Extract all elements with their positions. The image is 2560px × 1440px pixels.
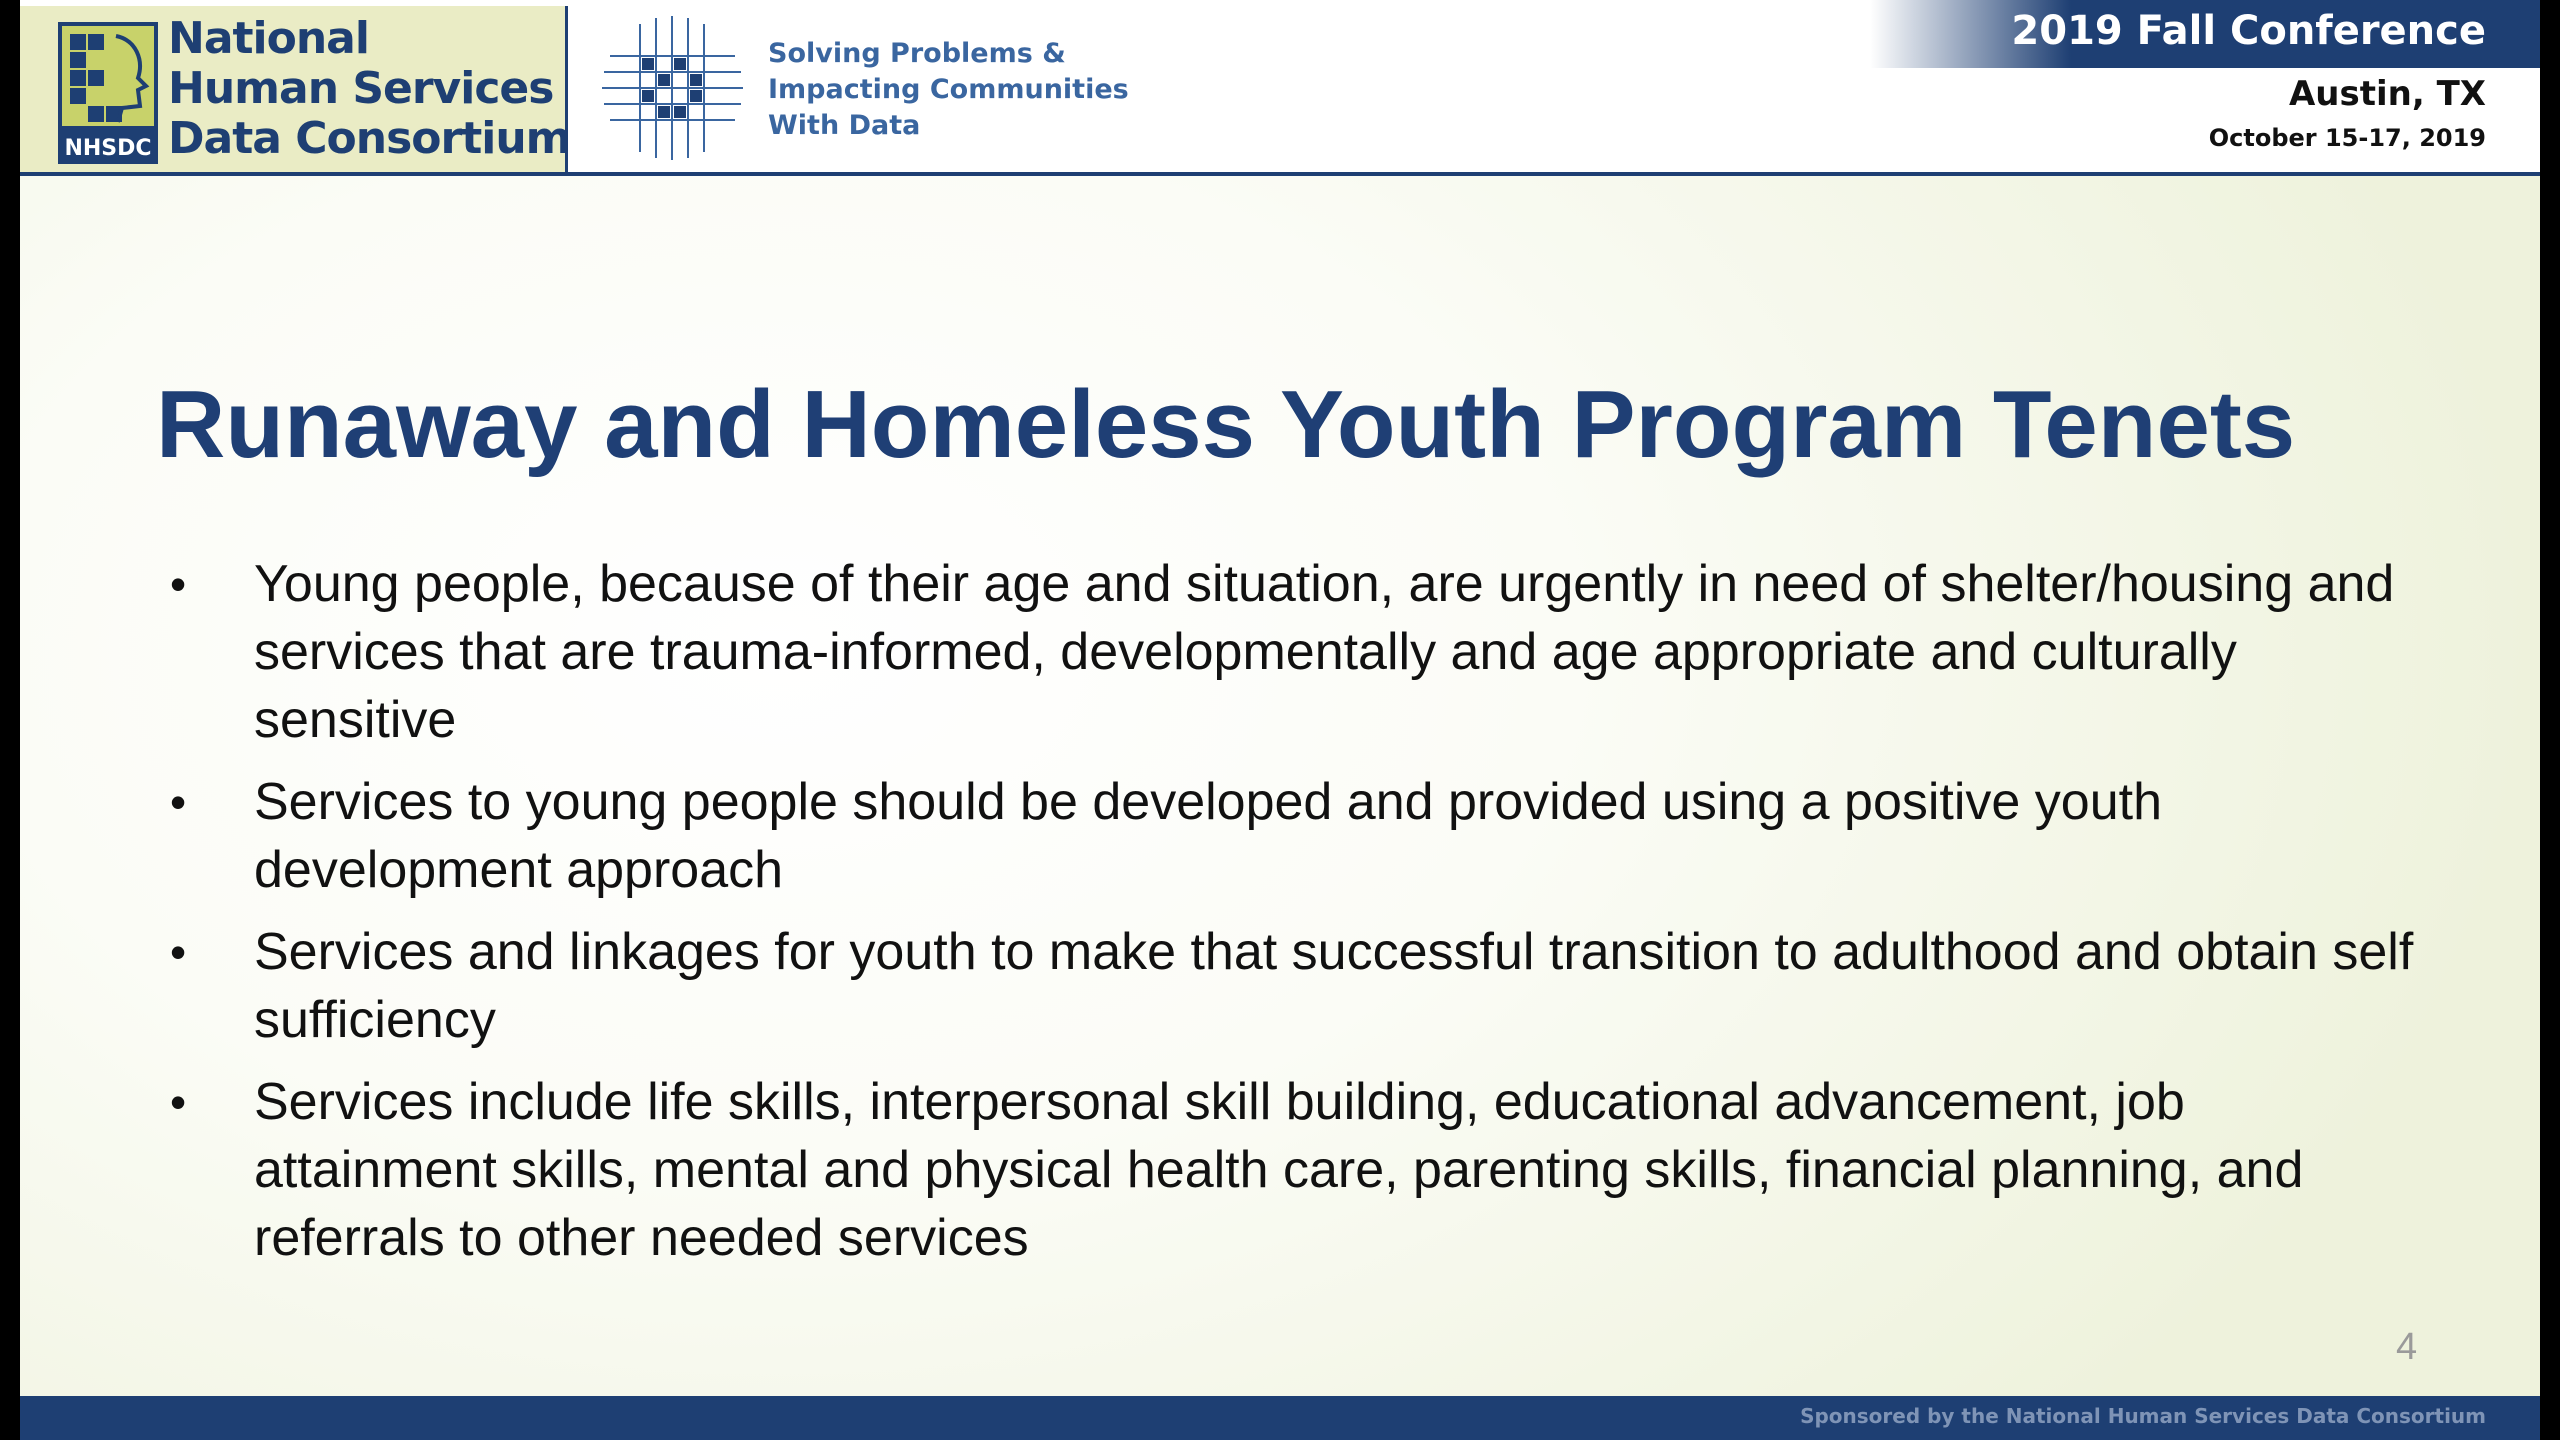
conference-title: 2019 Fall Conference bbox=[2011, 8, 2486, 54]
tagline-line-1: Solving Problems & bbox=[768, 38, 1066, 69]
brand-line-2: Human Services bbox=[168, 63, 554, 114]
brand-name bbox=[168, 14, 571, 164]
bullet-item bbox=[156, 918, 2416, 1054]
tagline-line-2: Impacting Communities bbox=[768, 74, 1129, 105]
bullet-dot-icon: • bbox=[170, 558, 187, 610]
slide-title: Runaway and Homeless Youth Program Tenets bbox=[156, 371, 2296, 478]
conference-city: Austin, TX bbox=[2288, 74, 2486, 114]
bullet-dot-icon: • bbox=[170, 1076, 187, 1128]
bullet-text: Young people, because of their age and situation, are urgently in need of shelter/housing and services that are trauma-informed, developmentally and age appropriate and culturally sensitive bbox=[254, 555, 2395, 749]
bullet-text: Services include life skills, interpersonal skill building, educational advancement, job attainment skills, mental and physical health care, parenting skills, financial planning, and referrals to other needed services bbox=[254, 1073, 2304, 1267]
conference-banner bbox=[1870, 0, 2540, 68]
tagline-line-3: With Data bbox=[768, 110, 921, 141]
slide-header bbox=[20, 0, 2540, 176]
page-number: 4 bbox=[2396, 1326, 2418, 1368]
grid-emblem-icon bbox=[600, 14, 745, 162]
nhsdc-logo-icon bbox=[58, 22, 158, 164]
bullet-list bbox=[156, 550, 2416, 1286]
slide-footer bbox=[20, 1396, 2540, 1440]
tagline bbox=[768, 36, 1129, 144]
bullet-item bbox=[156, 550, 2416, 754]
brand-line-1: National bbox=[168, 13, 369, 64]
conference-dates: October 15-17, 2019 bbox=[2208, 124, 2486, 152]
bullet-text: Services and linkages for youth to make that successful transition to adulthood and obtain self sufficiency bbox=[254, 923, 2414, 1049]
nhsdc-brand-box bbox=[20, 6, 571, 172]
bullet-item bbox=[156, 1068, 2416, 1272]
logo-wordmark: NHSDC bbox=[64, 136, 152, 161]
bullet-dot-icon: • bbox=[170, 926, 187, 978]
bullet-text: Services to young people should be developed and provided using a positive youth development approach bbox=[254, 773, 2163, 899]
sponsor-text: Sponsored by the National Human Services Data Consortium bbox=[1800, 1404, 2486, 1428]
presentation-slide bbox=[20, 0, 2540, 1440]
brand-line-3: Data Consortium bbox=[168, 113, 571, 164]
bullet-dot-icon: • bbox=[170, 776, 187, 828]
bullet-item bbox=[156, 768, 2416, 904]
